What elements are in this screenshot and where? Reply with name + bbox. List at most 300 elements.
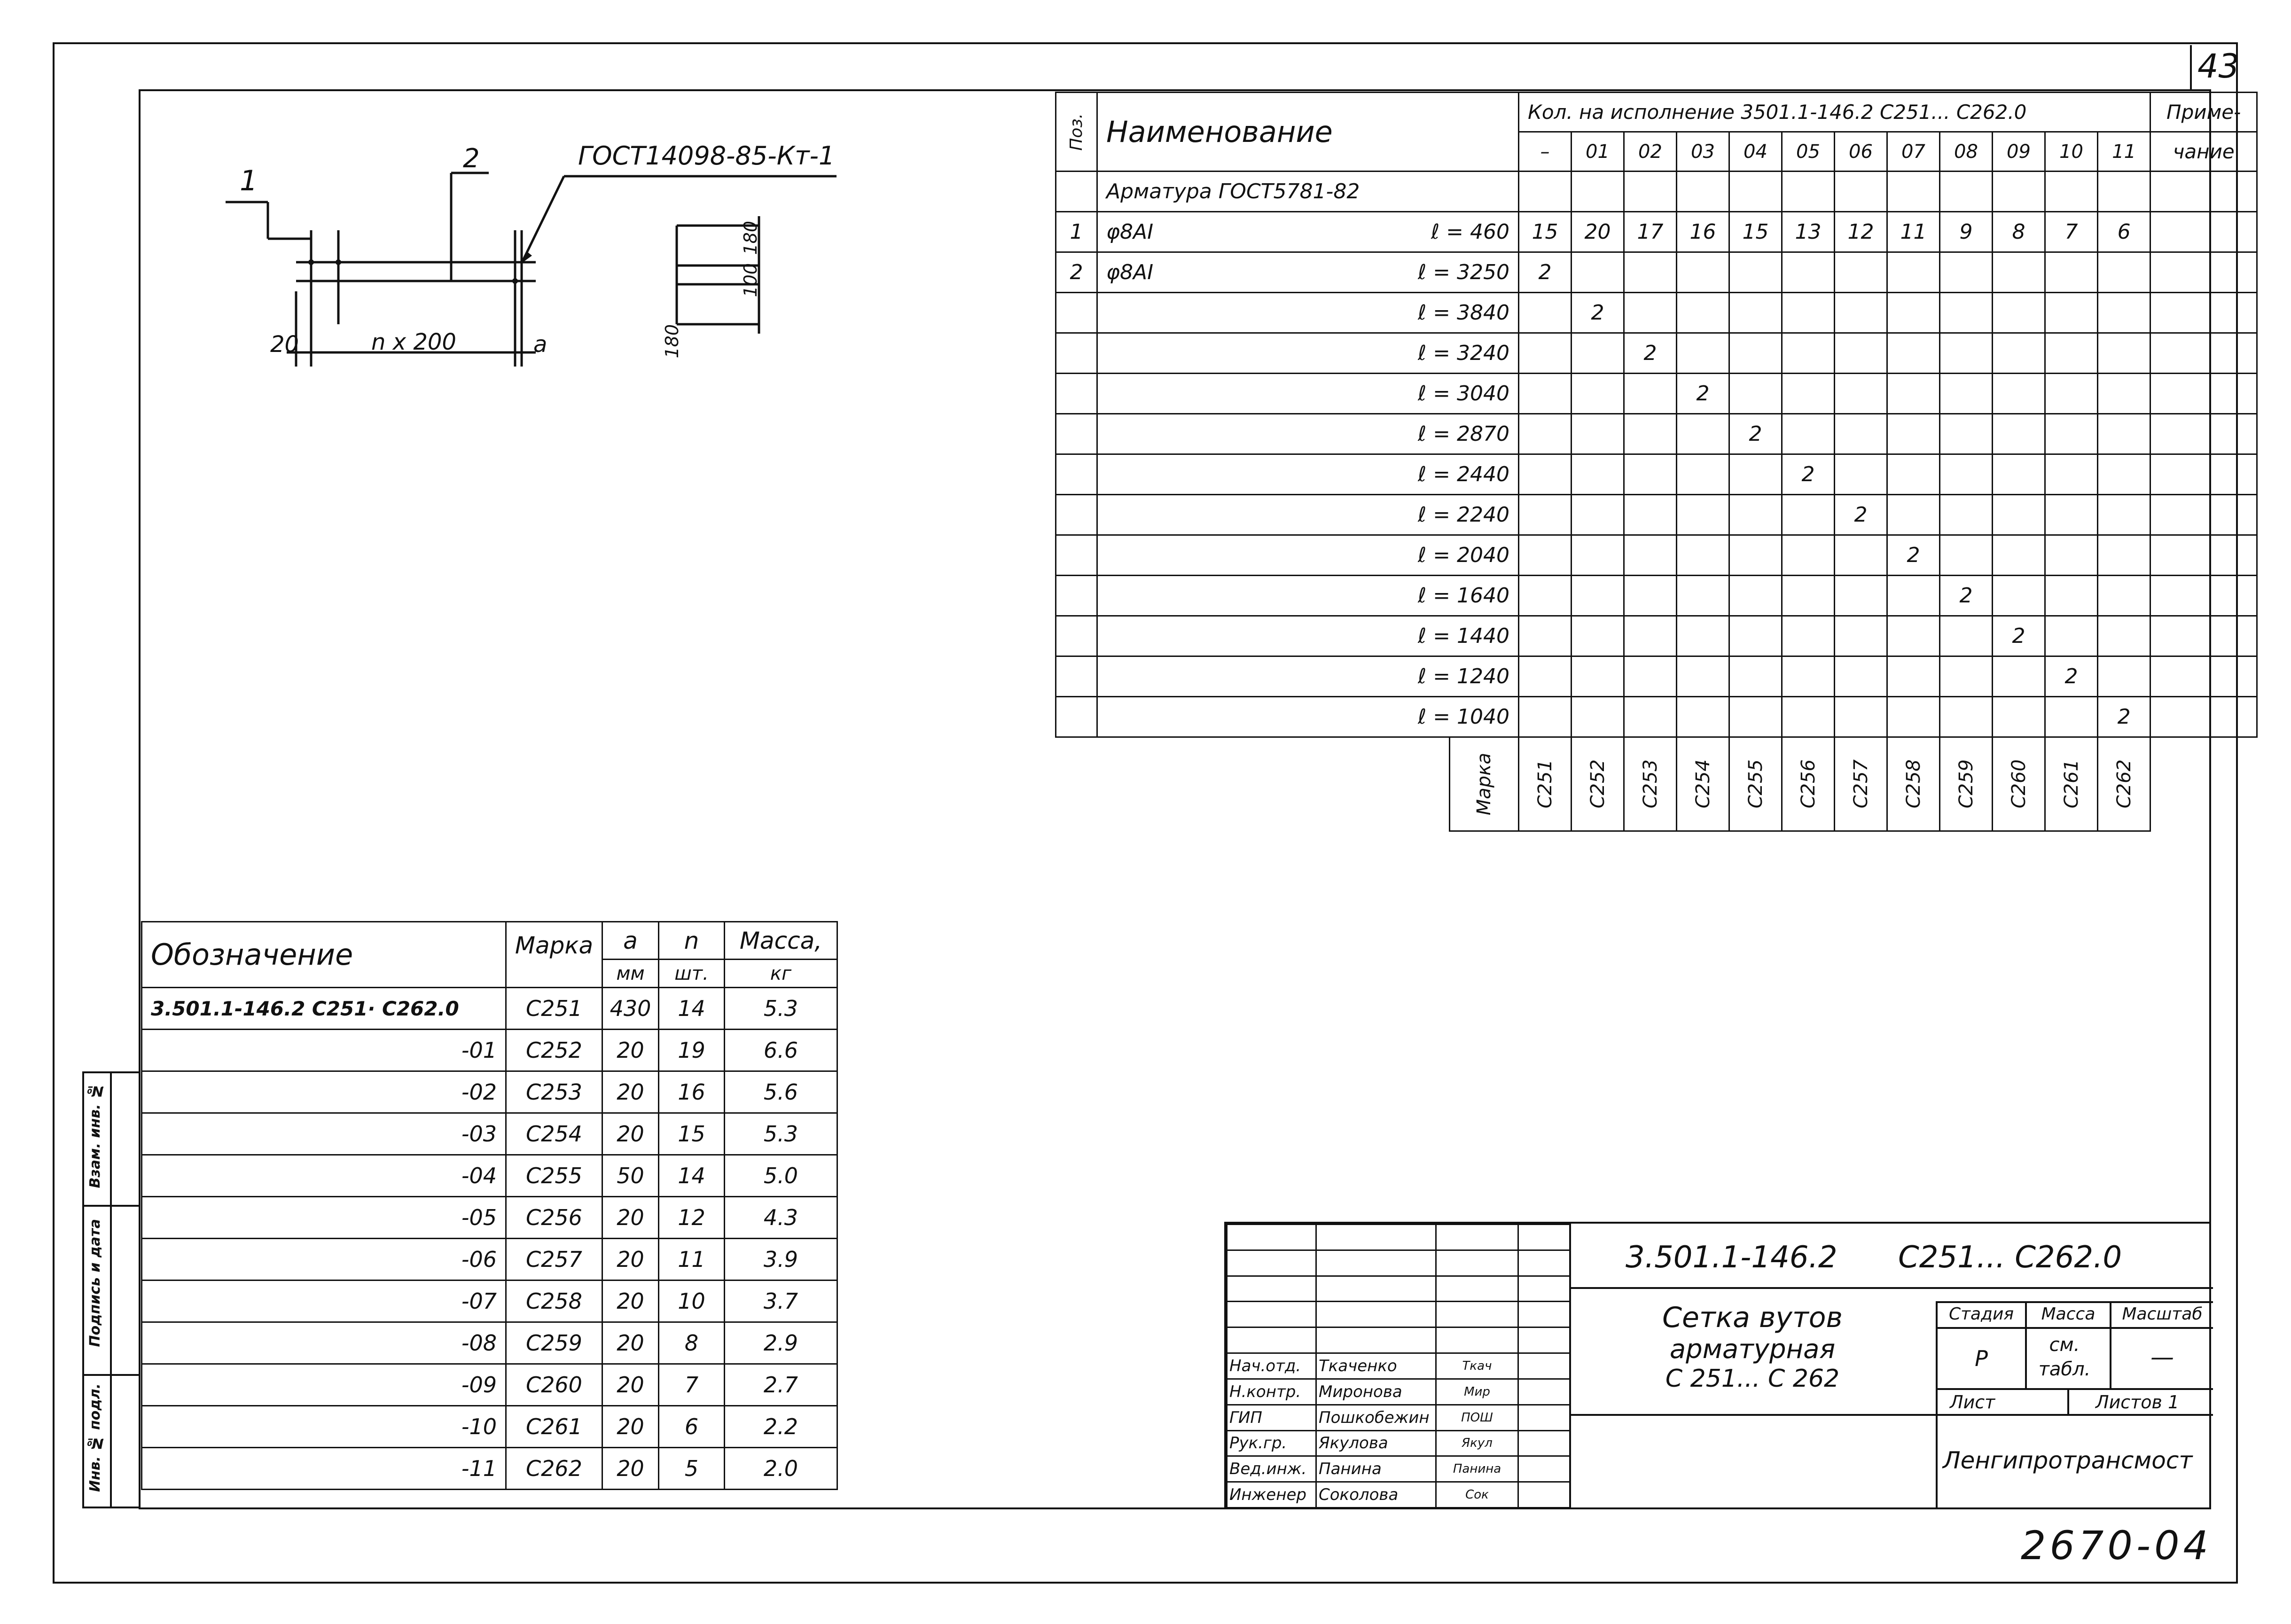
mark-value: С251 xyxy=(506,988,602,1030)
n-value: 15 xyxy=(659,1113,725,1155)
mark-cell xyxy=(1887,737,1940,831)
stamp-blank-cell xyxy=(1227,1250,1316,1276)
mark-label: С253 xyxy=(1639,759,1661,809)
stamp-blank-cell xyxy=(1518,1276,1570,1302)
note-header-line2: чание xyxy=(2150,132,2257,172)
spec-qty xyxy=(1677,414,1729,454)
mark-label: С259 xyxy=(1955,759,1977,809)
pos-header: Поз. xyxy=(1056,93,1097,172)
spec-empty-cell xyxy=(2045,172,2098,212)
spec-qty xyxy=(1572,495,1624,535)
designation-value: -01 xyxy=(142,1030,506,1071)
spec-qty xyxy=(2045,374,2098,414)
spec-note xyxy=(2150,535,2257,576)
spec-note xyxy=(2150,576,2257,616)
signature-role: Вед.инж. xyxy=(1227,1456,1316,1482)
spec-qty: 15 xyxy=(1729,212,1782,252)
spec-empty-cell xyxy=(1940,172,1993,212)
designation-table xyxy=(141,921,838,1490)
spec-length: ℓ = 1040 xyxy=(1450,697,1519,737)
spec-note xyxy=(2150,212,2257,252)
spec-length: ℓ = 2870 xyxy=(1450,414,1519,454)
signature-sign: Сок xyxy=(1436,1482,1518,1508)
spec-section-title: Арматура ГОСТ5781-82 xyxy=(1097,172,1519,212)
a-value: 20 xyxy=(602,1322,659,1364)
spec-qty xyxy=(1572,576,1624,616)
signature-name: Ткаченко xyxy=(1316,1353,1436,1379)
spec-qty xyxy=(1624,414,1677,454)
signature-row xyxy=(1227,1456,1570,1482)
spec-qty xyxy=(1519,576,1572,616)
spec-qty xyxy=(1519,374,1572,414)
mark-label: С252 xyxy=(1587,759,1609,809)
spec-pos xyxy=(1056,414,1097,454)
spec-qty xyxy=(1887,454,1940,495)
spec-qty: 2 xyxy=(1940,576,1993,616)
mark-value: С256 xyxy=(506,1197,602,1239)
signature-date xyxy=(1518,1430,1570,1456)
archive-code: 2670-04 xyxy=(2021,1522,2212,1569)
signature-name: Панина xyxy=(1316,1456,1436,1482)
mass-unit: кг xyxy=(725,960,837,988)
spec-qty xyxy=(1993,414,2045,454)
sheet-label: Лист xyxy=(1950,1392,1995,1413)
spec-qty xyxy=(1519,697,1572,737)
name-header: Наименование xyxy=(1097,93,1519,172)
mass-value: 3.7 xyxy=(725,1280,837,1322)
spec-note xyxy=(2150,293,2257,333)
spec-empty-cell xyxy=(1624,172,1677,212)
a-value: 20 xyxy=(602,1364,659,1406)
a-value: 20 xyxy=(602,1113,659,1155)
spec-qty xyxy=(1519,656,1572,697)
stamp-blank-cell xyxy=(1316,1327,1436,1353)
spec-length: ℓ = 3840 xyxy=(1450,293,1519,333)
spec-qty xyxy=(1729,495,1782,535)
spec-qty: 2 xyxy=(1624,333,1677,374)
spec-row xyxy=(1056,697,2257,737)
leader-2-label: 2 xyxy=(463,143,480,174)
spec-name: φ8AI xyxy=(1097,252,1450,293)
signature-name: Миронова xyxy=(1316,1379,1436,1405)
spec-qty xyxy=(2098,535,2150,576)
designation-header-row xyxy=(142,922,837,960)
spec-qty xyxy=(1624,697,1677,737)
mark-cell xyxy=(1993,737,2045,831)
signature-role: Рук.гр. xyxy=(1227,1430,1316,1456)
spec-qty: 13 xyxy=(1782,212,1835,252)
section-dim-top: 180 xyxy=(740,221,761,255)
signature-row xyxy=(1227,1405,1570,1430)
designation-header: Обозначение xyxy=(142,922,506,988)
spec-qty xyxy=(1993,333,2045,374)
a-value: 20 xyxy=(602,1280,659,1322)
stage-label: Стадия xyxy=(1948,1304,2014,1324)
mark-label: С258 xyxy=(1902,759,1924,809)
spec-name xyxy=(1097,414,1450,454)
designation-row xyxy=(142,1155,837,1197)
mark-cell xyxy=(1677,737,1729,831)
mass-value: 5.6 xyxy=(725,1071,837,1113)
spec-qty xyxy=(1940,414,1993,454)
spec-name xyxy=(1097,535,1450,576)
marka-label-cell xyxy=(1450,737,1519,831)
spec-qty: 2 xyxy=(1782,454,1835,495)
spec-qty xyxy=(1835,333,1887,374)
scale-value: — xyxy=(2150,1343,2174,1371)
mass-value: 2.0 xyxy=(725,1448,837,1490)
mass-value: 4.3 xyxy=(725,1197,837,1239)
n-value: 11 xyxy=(659,1239,725,1280)
side-podpis-data: Подпись и дата xyxy=(87,1219,103,1347)
spec-qty xyxy=(1519,495,1572,535)
side-inv-podl: Инв. № подл. xyxy=(87,1383,103,1492)
mark-label: С257 xyxy=(1850,759,1872,809)
spec-length: ℓ = 460 xyxy=(1450,212,1519,252)
spec-empty-cell xyxy=(1887,172,1940,212)
designation-row xyxy=(142,1071,837,1113)
spec-qty xyxy=(1677,697,1729,737)
mark-cell xyxy=(1835,737,1887,831)
sheets-label: Листов 1 xyxy=(2096,1392,2180,1413)
spec-pos xyxy=(1056,495,1097,535)
mark-cell xyxy=(1729,737,1782,831)
spec-pos xyxy=(1056,656,1097,697)
spec-qty xyxy=(1782,252,1835,293)
stamp-blank-cell xyxy=(1316,1302,1436,1327)
spec-empty-cell xyxy=(2098,172,2150,212)
stamp-blank-cell xyxy=(1316,1250,1436,1276)
spec-qty: 11 xyxy=(1887,212,1940,252)
spec-qty xyxy=(1677,616,1729,656)
spec-pos xyxy=(1056,535,1097,576)
spec-note xyxy=(2150,454,2257,495)
spec-qty xyxy=(1782,697,1835,737)
spec-qty xyxy=(2045,616,2098,656)
spec-qty xyxy=(1993,576,2045,616)
stamp-blank-cell xyxy=(1518,1225,1570,1250)
spec-qty xyxy=(1940,535,1993,576)
spec-empty-cell xyxy=(1572,172,1624,212)
mark-cell xyxy=(1940,737,1993,831)
mark-cell xyxy=(2045,737,2098,831)
spec-qty: 2 xyxy=(2098,697,2150,737)
signature-sign: Якул xyxy=(1436,1430,1518,1456)
section-dim-middle: 100 xyxy=(740,263,761,297)
spec-qty xyxy=(2098,374,2150,414)
signature-row xyxy=(1227,1379,1570,1405)
spec-pos xyxy=(1056,697,1097,737)
execution-header: 07 xyxy=(1887,132,1940,172)
spec-qty xyxy=(2098,495,2150,535)
spec-row xyxy=(1056,616,2257,656)
spec-qty xyxy=(1519,535,1572,576)
stamp-blank-cell xyxy=(1227,1276,1316,1302)
title-line-1: Сетка вутов xyxy=(1662,1301,1843,1334)
mark-label: С255 xyxy=(1744,759,1767,809)
stamp-blank-cell xyxy=(1316,1225,1436,1250)
spec-qty xyxy=(1677,576,1729,616)
spec-qty xyxy=(1993,697,2045,737)
mass-value: 2.7 xyxy=(725,1364,837,1406)
spec-qty: 2 xyxy=(1677,374,1729,414)
mark-label: С251 xyxy=(1534,759,1556,809)
spec-qty xyxy=(1572,333,1624,374)
designation-row xyxy=(142,1197,837,1239)
spec-qty xyxy=(1940,374,1993,414)
spec-qty xyxy=(1887,293,1940,333)
execution-header: 04 xyxy=(1729,132,1782,172)
designation-body xyxy=(142,988,837,1490)
spec-qty: 9 xyxy=(1940,212,1993,252)
spec-qty xyxy=(1729,333,1782,374)
marka-label: Марка xyxy=(1473,752,1495,816)
spec-qty xyxy=(1572,616,1624,656)
spec-qty xyxy=(1940,697,1993,737)
stamp-blank-cell xyxy=(1227,1302,1316,1327)
spec-qty: 2 xyxy=(2045,656,2098,697)
spec-row xyxy=(1056,212,2257,252)
n-value: 12 xyxy=(659,1197,725,1239)
mass-value: 5.3 xyxy=(725,988,837,1030)
spec-qty xyxy=(1572,414,1624,454)
spec-qty xyxy=(1940,333,1993,374)
spec-qty xyxy=(1993,535,2045,576)
signature-sign: Панина xyxy=(1436,1456,1518,1482)
spec-qty xyxy=(2098,414,2150,454)
designation-value: -11 xyxy=(142,1448,506,1490)
mark-value: С259 xyxy=(506,1322,602,1364)
mark-value: С252 xyxy=(506,1030,602,1071)
spec-section-row xyxy=(1056,172,2257,212)
spec-qty xyxy=(1677,495,1729,535)
spec-qty xyxy=(1624,374,1677,414)
execution-header: – xyxy=(1519,132,1572,172)
signature-sign: ПОШ xyxy=(1436,1405,1518,1430)
signature-row xyxy=(1227,1430,1570,1456)
execution-header: 01 xyxy=(1572,132,1624,172)
spec-note xyxy=(2150,495,2257,535)
spec-name xyxy=(1097,697,1450,737)
dim-middle-label: n x 200 xyxy=(371,329,456,355)
execution-header: 09 xyxy=(1993,132,2045,172)
spec-qty xyxy=(1729,535,1782,576)
spec-empty-cell xyxy=(1835,172,1887,212)
spec-qty xyxy=(1940,656,1993,697)
spec-empty-cell xyxy=(1729,172,1782,212)
spec-qty xyxy=(1624,454,1677,495)
spec-qty: 7 xyxy=(2045,212,2098,252)
execution-header: 10 xyxy=(2045,132,2098,172)
spec-name xyxy=(1097,495,1450,535)
stamp-blank-cell xyxy=(1436,1276,1518,1302)
designation-value: -05 xyxy=(142,1197,506,1239)
spec-row xyxy=(1056,252,2257,293)
spec-qty xyxy=(1993,495,2045,535)
spec-qty xyxy=(1887,576,1940,616)
spec-name xyxy=(1097,616,1450,656)
sheet-number: 43 xyxy=(2197,47,2240,86)
scale-label: Масштаб xyxy=(2122,1304,2203,1324)
spec-qty: 2 xyxy=(1993,616,2045,656)
spec-qty xyxy=(1887,333,1940,374)
leader-1-label: 1 xyxy=(240,164,258,197)
spec-qty xyxy=(1887,374,1940,414)
spec-qty xyxy=(2098,293,2150,333)
spec-empty-cell xyxy=(2150,172,2257,212)
n-value: 16 xyxy=(659,1071,725,1113)
spec-qty xyxy=(1782,414,1835,454)
mark-value: С253 xyxy=(506,1071,602,1113)
execution-header: 03 xyxy=(1677,132,1729,172)
mark-label: С261 xyxy=(2060,759,2082,809)
signature-sign: Мир xyxy=(1436,1379,1518,1405)
spec-length: ℓ = 3250 xyxy=(1450,252,1519,293)
mass-value: 5.0 xyxy=(725,1155,837,1197)
stamp-blank-cell xyxy=(1227,1327,1316,1353)
stamp-blank-cell xyxy=(1436,1250,1518,1276)
spec-qty xyxy=(1782,495,1835,535)
spec-row xyxy=(1056,414,2257,454)
mark-label: С254 xyxy=(1692,759,1714,809)
spec-qty xyxy=(1677,333,1729,374)
signature-table xyxy=(1226,1224,1571,1508)
signature-sign: Ткач xyxy=(1436,1353,1518,1379)
spec-qty xyxy=(1835,454,1887,495)
spec-row xyxy=(1056,535,2257,576)
designation-row xyxy=(142,1239,837,1280)
spec-qty xyxy=(1729,293,1782,333)
designation-row xyxy=(142,1322,837,1364)
n-value: 5 xyxy=(659,1448,725,1490)
mark-label: С260 xyxy=(2008,759,2030,809)
n-value: 14 xyxy=(659,1155,725,1197)
spec-qty: 8 xyxy=(1993,212,2045,252)
signature-role: Н.контр. xyxy=(1227,1379,1316,1405)
a-unit: мм xyxy=(602,960,659,988)
gost-weld-label: ГОСТ14098-85-Кт-1 xyxy=(578,141,835,171)
spec-qty xyxy=(1887,414,1940,454)
designation-row xyxy=(142,1364,837,1406)
designation-value: -09 xyxy=(142,1364,506,1406)
mass-value: см. табл. xyxy=(2038,1334,2091,1380)
spec-qty xyxy=(1624,576,1677,616)
designation-value: 3.501.1-146.2 С251· С262.0 xyxy=(142,988,506,1030)
stamp-blank-cell xyxy=(1436,1327,1518,1353)
spec-qty xyxy=(1519,414,1572,454)
stamp-blank-cell xyxy=(1436,1225,1518,1250)
spec-qty xyxy=(2098,576,2150,616)
signature-name: Пошкобежин xyxy=(1316,1405,1436,1430)
spec-row xyxy=(1056,495,2257,535)
spec-qty xyxy=(1993,454,2045,495)
spec-empty-cell xyxy=(1519,172,1572,212)
spec-qty: 6 xyxy=(2098,212,2150,252)
mark-label: С256 xyxy=(1797,759,1819,809)
spec-qty: 2 xyxy=(1835,495,1887,535)
doc-marks: С251... С262.0 xyxy=(1898,1240,2122,1275)
spec-qty xyxy=(1782,616,1835,656)
spec-name xyxy=(1097,576,1450,616)
spec-qty xyxy=(1624,656,1677,697)
spec-qty: 2 xyxy=(1887,535,1940,576)
spec-note xyxy=(2150,333,2257,374)
spec-length: ℓ = 3040 xyxy=(1450,374,1519,414)
marks-spacer xyxy=(1056,737,1450,831)
mark-cell xyxy=(1519,737,1572,831)
spec-qty xyxy=(2045,535,2098,576)
spec-qty xyxy=(1835,535,1887,576)
spec-qty xyxy=(1782,576,1835,616)
designation-value: -06 xyxy=(142,1239,506,1280)
signature-name: Якулова xyxy=(1316,1430,1436,1456)
signature-name: Соколова xyxy=(1316,1482,1436,1508)
spec-note xyxy=(2150,374,2257,414)
a-value: 20 xyxy=(602,1448,659,1490)
stamp-blank-row xyxy=(1227,1250,1570,1276)
spec-length: ℓ = 2440 xyxy=(1450,454,1519,495)
spec-note xyxy=(2150,616,2257,656)
stamp-blank-cell xyxy=(1518,1250,1570,1276)
a-value: 20 xyxy=(602,1406,659,1448)
spec-name xyxy=(1097,374,1450,414)
spec-empty-cell xyxy=(1056,172,1097,212)
spec-qty xyxy=(1572,656,1624,697)
spec-qty xyxy=(1729,616,1782,656)
spec-qty xyxy=(1835,697,1887,737)
stamp-blank-cell xyxy=(1316,1276,1436,1302)
a-value: 20 xyxy=(602,1071,659,1113)
spec-qty xyxy=(1572,535,1624,576)
spec-qty xyxy=(1887,616,1940,656)
spec-empty-cell xyxy=(1677,172,1729,212)
spec-qty xyxy=(1677,454,1729,495)
spec-qty xyxy=(1729,656,1782,697)
mark-header: Марка xyxy=(506,922,602,988)
stamp-blank-cell xyxy=(1518,1327,1570,1353)
mark-value: С260 xyxy=(506,1364,602,1406)
section-dim-bottom: 180 xyxy=(662,324,682,359)
spec-empty-cell xyxy=(1782,172,1835,212)
spec-qty: 2 xyxy=(1572,293,1624,333)
title-block xyxy=(1224,1222,2211,1508)
spec-qty xyxy=(2045,454,2098,495)
spec-qty xyxy=(1572,697,1624,737)
n-value: 10 xyxy=(659,1280,725,1322)
spec-qty xyxy=(1677,252,1729,293)
spec-qty xyxy=(1940,252,1993,293)
execution-header: 08 xyxy=(1940,132,1993,172)
execution-header: 05 xyxy=(1782,132,1835,172)
mass-value: 2.9 xyxy=(725,1322,837,1364)
spec-qty xyxy=(1729,697,1782,737)
stamp-blank-cell xyxy=(1518,1302,1570,1327)
mass-label: Масса xyxy=(2041,1304,2096,1324)
spec-qty xyxy=(2098,616,2150,656)
mark-label: С262 xyxy=(2113,759,2135,809)
spec-length: ℓ = 3240 xyxy=(1450,333,1519,374)
spec-qty xyxy=(2045,576,2098,616)
spec-row xyxy=(1056,454,2257,495)
spec-qty xyxy=(1624,616,1677,656)
mass-value: 3.9 xyxy=(725,1239,837,1280)
execution-header: 02 xyxy=(1624,132,1677,172)
spec-row xyxy=(1056,374,2257,414)
designation-row xyxy=(142,1448,837,1490)
signature-role: Нач.отд. xyxy=(1227,1353,1316,1379)
signature-role: ГИП xyxy=(1227,1405,1316,1430)
mass-value: 2.2 xyxy=(725,1406,837,1448)
